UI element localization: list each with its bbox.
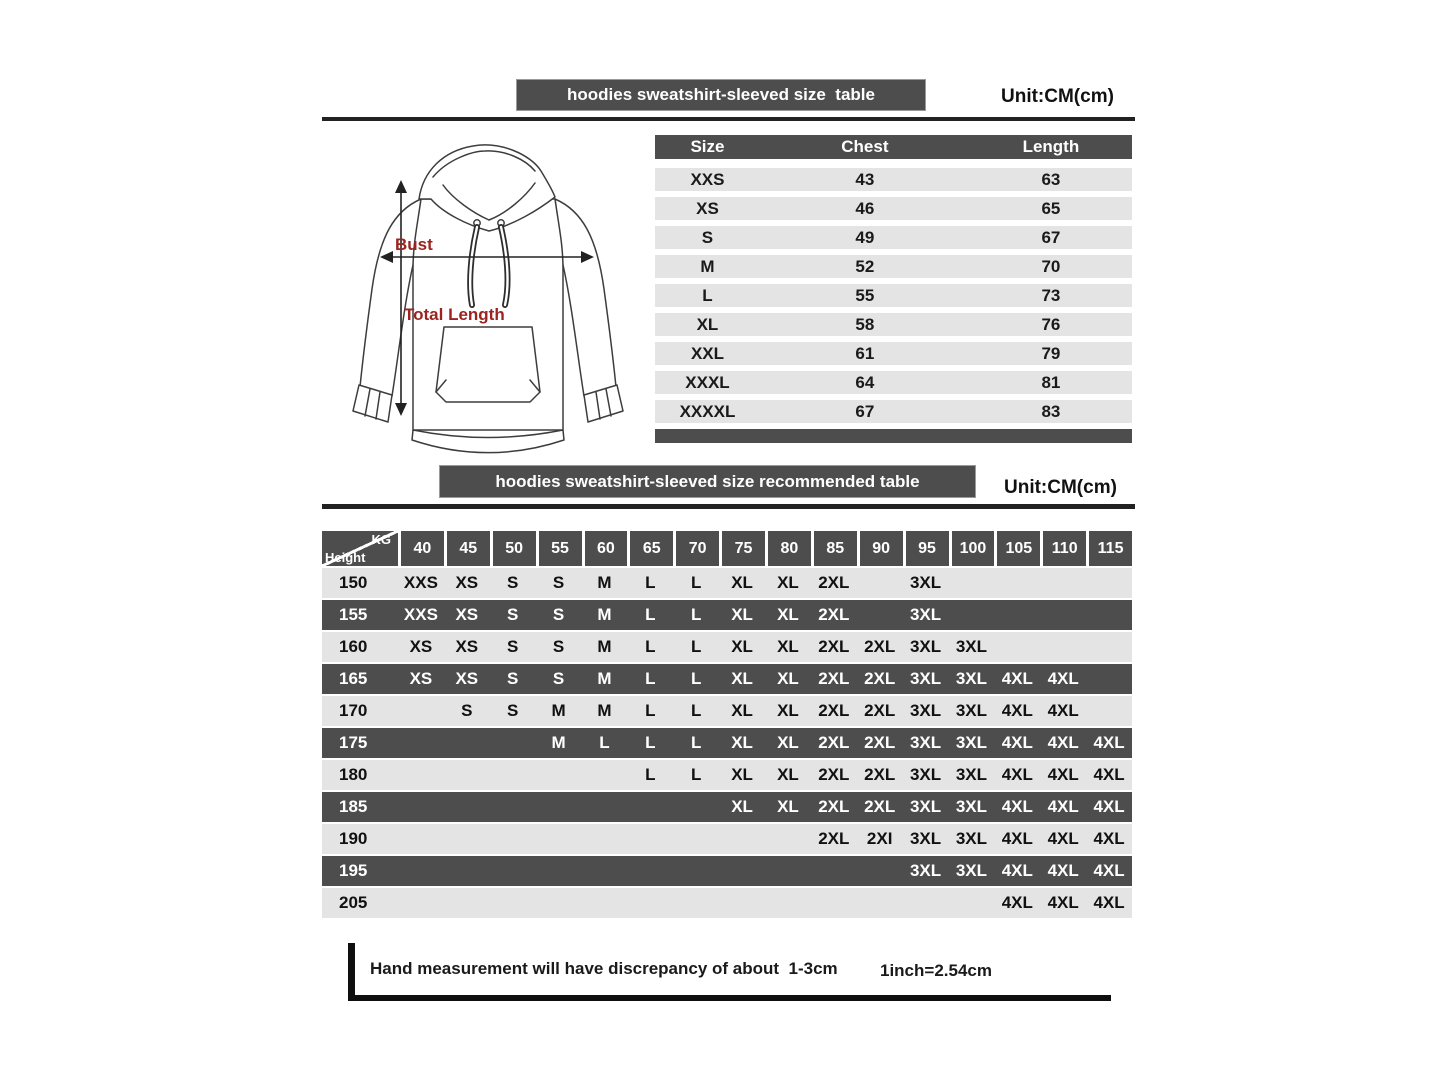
size-recommendation-cell — [490, 760, 536, 790]
size-recommendation-cell: XL — [731, 797, 753, 816]
size-recommendation-cell — [1040, 632, 1086, 662]
weight-column-header: 105 — [994, 531, 1040, 568]
size-recommendation-cell — [536, 824, 582, 854]
size-table-cell: L — [702, 286, 713, 305]
size-recommendation-cell — [444, 760, 490, 790]
size-recommendation-cell: S — [507, 573, 519, 592]
size-recommendation-cell: L — [645, 701, 656, 720]
size-recommendation-cell: 2XL — [818, 765, 850, 784]
size-recommendation-cell: XL — [731, 573, 753, 592]
unit-label-1: Unit:CM(cm) — [1001, 86, 1114, 107]
size-recommendation-cell: XL — [777, 573, 799, 592]
size-recommendation-cell — [1040, 568, 1086, 598]
size-recommendation-cell: L — [690, 637, 702, 656]
size-recommendation-cell: 4XL — [1001, 733, 1033, 752]
size-recommendation-cell — [398, 792, 444, 822]
size-recommendation-cell — [490, 728, 536, 758]
size-table-cell: 81 — [1041, 373, 1061, 392]
size-table-cell: 67 — [855, 402, 875, 421]
corner-height-label: Height — [325, 550, 366, 565]
size-recommendation-cell — [582, 888, 628, 918]
size-recommendation-cell: M — [597, 637, 612, 656]
size-recommendation-cell — [719, 888, 765, 918]
hoodie-measurement-diagram — [333, 137, 643, 462]
size-recommendation-cell: M — [551, 701, 566, 720]
size-table-cell: XS — [696, 199, 719, 218]
size-recommendation-cell: L — [645, 637, 656, 656]
height-row-label: 160 — [339, 637, 368, 656]
weight-column-header: 45 — [444, 531, 490, 568]
size-recommendation-cell: S — [552, 669, 565, 688]
size-table-cell: XXXXL — [679, 402, 736, 421]
size-recommendation-cell: S — [552, 573, 565, 592]
size-recommendation-cell: 2XL — [864, 701, 896, 720]
size-recommendation-cell: L — [690, 573, 702, 592]
size-recommendation-cell: 2XL — [864, 669, 896, 688]
size-recommendation-cell: XL — [777, 637, 799, 656]
size-recommendation-cell — [1040, 600, 1086, 630]
size-recommendation-cell — [490, 888, 536, 918]
size-recommendation-cell: 4XL — [1047, 861, 1079, 880]
size-table-cell: 46 — [855, 199, 875, 218]
size-recommendation-cell: 4XL — [1001, 829, 1033, 848]
size-table-cell: 70 — [1041, 257, 1061, 276]
height-row-label: 165 — [339, 669, 368, 688]
height-row-label: 155 — [339, 605, 368, 624]
size-recommendation-cell — [857, 600, 903, 630]
size-recommendation-cell: XL — [731, 765, 753, 784]
size-recommendation-cell: 3XL — [909, 733, 942, 752]
size-recommendation-cell: 2XL — [818, 701, 850, 720]
size-recommendation-cell — [673, 824, 719, 854]
size-table-title-bar — [517, 80, 925, 110]
size-recommendation-cell: 3XL — [955, 669, 988, 688]
size-recommendation-cell: 3XL — [909, 573, 942, 592]
size-table-row — [655, 284, 1132, 307]
size-table-row — [655, 371, 1132, 394]
size-recommendation-cell: XL — [777, 797, 799, 816]
size-table-cell: XL — [696, 315, 719, 334]
size-table-title: hoodies sweatshirt-sleeved size table — [566, 85, 875, 104]
size-recommendation-cell: 3XL — [909, 701, 942, 720]
size-table-row — [655, 313, 1132, 336]
weight-column-header: 70 — [673, 531, 719, 568]
size-recommendation-cell — [1086, 568, 1132, 598]
size-table-col-header: Length — [1022, 137, 1080, 156]
divider-middle — [322, 504, 1135, 509]
size-recommendation-cell — [536, 856, 582, 886]
size-recommendation-cell — [765, 888, 811, 918]
size-recommendation-cell: XXS — [403, 573, 438, 592]
size-recommendation-cell: 4XL — [1001, 669, 1033, 688]
weight-column-header: 55 — [536, 531, 582, 568]
size-recommendation-cell: XS — [455, 573, 479, 592]
size-recommendation-cell: 4XL — [1047, 797, 1079, 816]
size-recommendation-cell: 4XL — [1047, 669, 1079, 688]
size-recommendation-cell: S — [461, 701, 473, 720]
size-table-cell: S — [701, 228, 714, 247]
size-recommendation-cell: 2XL — [864, 637, 896, 656]
recommended-table-row — [322, 728, 1132, 760]
size-recommendation-cell: L — [690, 669, 702, 688]
size-recommendation-cell — [765, 856, 811, 886]
divider-top — [322, 117, 1135, 121]
size-recommendation-cell: XL — [731, 605, 753, 624]
size-recommendation-cell: M — [597, 701, 612, 720]
weight-column-header: 115 — [1086, 531, 1132, 568]
size-recommendation-cell: L — [690, 701, 702, 720]
recommended-table-title-bar — [440, 466, 975, 497]
recommended-table-row — [322, 824, 1132, 856]
size-recommendation-cell: 2XL — [864, 797, 896, 816]
weight-column-header: 110 — [1040, 531, 1086, 568]
size-recommendation-cell: S — [507, 637, 519, 656]
size-recommendation-cell — [994, 568, 1040, 598]
size-recommendation-cell: S — [507, 701, 519, 720]
size-recommendation-cell: S — [552, 605, 565, 624]
size-recommendation-cell: 3XL — [909, 765, 942, 784]
height-row-label: 205 — [339, 893, 368, 912]
size-recommendation-cell: 4XL — [1093, 765, 1125, 784]
size-recommendation-cell — [536, 792, 582, 822]
size-table-footer-bar — [655, 429, 1132, 443]
size-recommendation-cell — [857, 568, 903, 598]
size-recommendation-cell: L — [599, 733, 610, 752]
weight-column-header: 60 — [582, 531, 628, 568]
size-recommendation-cell — [811, 888, 857, 918]
size-recommendation-cell — [903, 888, 949, 918]
unit-label-2: Unit:CM(cm) — [1004, 477, 1117, 498]
size-table-cell: 55 — [855, 286, 875, 305]
recommended-table-row — [322, 760, 1132, 792]
size-recommendation-cell — [444, 856, 490, 886]
weight-column-header: 75 — [719, 531, 765, 568]
size-table-row — [655, 400, 1132, 423]
size-recommendation-cell — [857, 856, 903, 886]
size-table-row — [655, 168, 1132, 191]
hoodie-hem-band — [412, 430, 564, 453]
size-recommendation-cell — [398, 888, 444, 918]
size-recommendation-cell: XL — [731, 669, 753, 688]
size-recommendation-cell: 3XL — [955, 701, 988, 720]
size-recommendation-cell — [627, 888, 673, 918]
size-recommendation-cell — [719, 824, 765, 854]
size-recommendation-cell: S — [507, 669, 519, 688]
recommended-table-row — [322, 600, 1132, 632]
size-recommendation-cell: 3XL — [955, 733, 988, 752]
size-recommendation-cell: 4XL — [1001, 701, 1033, 720]
height-row-label: 185 — [339, 797, 368, 816]
size-recommendation-cell — [1086, 632, 1132, 662]
size-recommendation-cell: XL — [777, 733, 799, 752]
size-recommendation-cell — [444, 792, 490, 822]
size-recommendation-cell: S — [507, 605, 519, 624]
size-recommendation-cell: XL — [731, 733, 753, 752]
size-recommendation-cell: L — [645, 733, 656, 752]
size-recommendation-cell — [582, 760, 628, 790]
size-table-cell: 64 — [855, 373, 875, 392]
size-recommendation-cell — [398, 696, 444, 726]
size-recommendation-cell — [949, 600, 995, 630]
size-recommendation-cell — [673, 888, 719, 918]
size-recommendation-cell: 2XL — [818, 637, 850, 656]
size-recommendation-cell: 4XL — [1001, 861, 1033, 880]
size-recommendation-cell: 3XL — [955, 829, 988, 848]
height-row-label: 170 — [339, 701, 368, 720]
size-table-cell: 49 — [855, 228, 875, 247]
size-recommendation-cell: M — [597, 669, 612, 688]
size-recommendation-cell: 2XL — [864, 733, 896, 752]
size-recommendation-cell: XXS — [403, 605, 438, 624]
size-recommendation-cell — [444, 728, 490, 758]
size-table-cell: 73 — [1041, 286, 1061, 305]
size-recommendation-cell: 3XL — [955, 797, 988, 816]
size-recommendation-cell: M — [597, 573, 612, 592]
size-table-cell: 79 — [1041, 344, 1061, 363]
size-recommendation-cell: XL — [777, 701, 799, 720]
size-recommendation-cell: 3XL — [909, 797, 942, 816]
recommended-table-row — [322, 792, 1132, 824]
size-recommendation-cell: 2XL — [818, 573, 850, 592]
total-length-arrowhead-bottom — [395, 403, 407, 416]
weight-column-header: 100 — [949, 531, 995, 568]
size-recommendation-cell: 4XL — [1093, 797, 1125, 816]
size-recommendation-cell: 2XL — [818, 605, 850, 624]
inch-conversion-note: 1inch=2.54cm — [880, 961, 992, 980]
size-recommendation-cell: 3XL — [909, 861, 942, 880]
size-table-cell: 58 — [855, 315, 875, 334]
size-recommendation-cell — [719, 856, 765, 886]
size-recommendation-cell: 2XL — [818, 733, 850, 752]
size-recommendation-cell — [490, 824, 536, 854]
size-recommendation-cell — [582, 824, 628, 854]
height-row-label: 175 — [339, 733, 368, 752]
size-recommendation-cell: 4XL — [1047, 701, 1079, 720]
size-recommendation-cell — [1086, 600, 1132, 630]
size-recommendation-cell: XS — [409, 669, 433, 688]
size-recommendation-cell — [673, 856, 719, 886]
size-recommendation-cell: XS — [409, 637, 433, 656]
size-table-col-header: Size — [690, 137, 725, 156]
size-recommendation-cell: XL — [777, 765, 799, 784]
size-table-cell: XXS — [690, 170, 725, 189]
size-table-cell: 61 — [855, 344, 875, 363]
height-row-label: 195 — [339, 861, 368, 880]
size-recommendation-cell: 3XL — [955, 637, 988, 656]
size-recommendation-cell: 4XL — [1001, 765, 1033, 784]
total-length-label: Total Length — [404, 305, 505, 324]
hoodie-left-sleeve — [360, 199, 421, 396]
weight-column-header: 40 — [398, 531, 444, 568]
size-recommendation-cell: XS — [455, 605, 479, 624]
height-row-label: 190 — [339, 829, 368, 848]
size-recommendation-cell: 2XL — [818, 797, 850, 816]
size-table-cell: XXXL — [685, 373, 730, 392]
size-recommendation-cell — [536, 760, 582, 790]
size-recommendation-cell — [627, 824, 673, 854]
size-recommendation-cell — [857, 888, 903, 918]
size-recommendation-cell: S — [552, 637, 565, 656]
size-recommendation-cell — [765, 824, 811, 854]
size-recommendation-cell — [398, 824, 444, 854]
total-length-arrowhead-top — [395, 180, 407, 193]
size-table-body — [655, 168, 1132, 423]
weight-column-header: 65 — [627, 531, 673, 568]
recommended-table-row — [322, 696, 1132, 728]
size-table — [655, 135, 1132, 443]
size-recommendation-cell: 4XL — [1047, 733, 1079, 752]
size-recommendation-cell: XL — [777, 605, 799, 624]
kg-height-corner-cell — [322, 531, 398, 568]
size-table-row — [655, 255, 1132, 278]
weight-column-header: 95 — [903, 531, 949, 568]
size-table-cell: 65 — [1041, 199, 1061, 218]
size-recommendation-cell: 4XL — [1093, 893, 1125, 912]
size-recommendation-cell: 4XL — [1047, 829, 1079, 848]
size-recommendation-cell — [994, 600, 1040, 630]
size-recommendation-cell: 4XL — [1093, 861, 1125, 880]
size-recommendation-cell: L — [690, 605, 702, 624]
size-recommendation-cell — [949, 568, 995, 598]
size-recommendation-cell: 3XL — [909, 637, 942, 656]
size-recommendation-cell: XL — [731, 701, 753, 720]
hoodie-right-sleeve — [555, 199, 616, 396]
size-recommendation-cell — [582, 856, 628, 886]
size-table-row — [655, 342, 1132, 365]
size-recommendation-cell — [1086, 696, 1132, 726]
size-recommendation-cell: 3XL — [955, 861, 988, 880]
size-recommendation-cell — [490, 792, 536, 822]
size-recommendation-cell: L — [645, 605, 656, 624]
size-recommendation-cell — [536, 888, 582, 918]
size-recommendation-cell: 4XL — [1093, 733, 1125, 752]
size-recommendation-cell — [490, 856, 536, 886]
size-recommendation-cell: 4XL — [1001, 893, 1033, 912]
size-recommendation-cell — [1086, 664, 1132, 694]
recommended-table-header-row — [322, 531, 1132, 568]
size-recommendation-cell — [811, 856, 857, 886]
recommended-table-row — [322, 664, 1132, 696]
size-recommendation-cell: 3XL — [909, 829, 942, 848]
recommended-table-row — [322, 568, 1132, 600]
size-recommendation-cell — [627, 856, 673, 886]
recommended-size-matrix — [322, 531, 1132, 920]
size-recommendation-cell — [398, 856, 444, 886]
size-table-cell: 63 — [1041, 170, 1061, 189]
size-table-cell: XXL — [690, 344, 724, 363]
size-recommendation-cell — [627, 792, 673, 822]
weight-column-header: 80 — [765, 531, 811, 568]
recommended-table-row — [322, 888, 1132, 920]
size-recommendation-cell — [949, 888, 995, 918]
recommended-table-title: hoodies sweatshirt-sleeved size recommended table — [495, 472, 920, 491]
recommended-table-row — [322, 632, 1132, 664]
corner-kg-label: KG — [371, 532, 391, 547]
size-table-cell: 76 — [1041, 315, 1061, 334]
size-recommendation-cell: 3XL — [955, 765, 988, 784]
bust-label: Bust — [395, 235, 433, 254]
recommended-table-row — [322, 856, 1132, 888]
size-recommendation-cell: L — [645, 573, 656, 592]
size-table-cell: 52 — [855, 257, 875, 276]
size-table-header-row — [655, 135, 1132, 159]
size-recommendation-cell: L — [645, 669, 656, 688]
size-table-row — [655, 197, 1132, 220]
size-recommendation-cell: 4XL — [1047, 893, 1079, 912]
size-recommendation-cell: 4XL — [1001, 797, 1033, 816]
weight-column-header: 90 — [857, 531, 903, 568]
size-recommendation-cell: M — [597, 605, 612, 624]
height-row-label: 180 — [339, 765, 368, 784]
size-recommendation-cell: 2XI — [866, 829, 893, 848]
size-table-cell: 83 — [1041, 402, 1061, 421]
size-recommendation-cell: 2XL — [818, 669, 850, 688]
hoodie-pocket — [436, 327, 540, 402]
size-recommendation-cell: L — [645, 765, 656, 784]
size-recommendation-cell: 3XL — [909, 605, 942, 624]
size-table-cell: 67 — [1041, 228, 1061, 247]
size-recommendation-cell — [994, 632, 1040, 662]
size-recommendation-cell: XL — [777, 669, 799, 688]
size-recommendation-cell: XS — [455, 637, 479, 656]
size-recommendation-cell: XL — [731, 637, 753, 656]
size-recommendation-cell — [444, 888, 490, 918]
size-recommendation-cell: 4XL — [1047, 765, 1079, 784]
size-recommendation-cell: XS — [455, 669, 479, 688]
measurement-note: Hand measurement will have discrepancy of about 1-3cm — [370, 959, 838, 978]
height-row-label: 150 — [339, 573, 368, 592]
size-recommendation-cell: 2XL — [864, 765, 896, 784]
size-table-cell: 43 — [855, 170, 875, 189]
footer-left-bar — [348, 943, 355, 1001]
size-recommendation-cell — [398, 728, 444, 758]
size-recommendation-cell — [444, 824, 490, 854]
size-table-cell: M — [700, 257, 715, 276]
size-recommendation-cell: 3XL — [909, 669, 942, 688]
size-recommendation-cell: M — [551, 733, 566, 752]
weight-column-header: 50 — [490, 531, 536, 568]
size-recommendation-cell — [398, 760, 444, 790]
size-recommendation-cell: 4XL — [1093, 829, 1125, 848]
size-recommendation-cell — [673, 792, 719, 822]
footer-bottom-line — [348, 995, 1111, 1001]
size-recommendation-cell: L — [690, 765, 702, 784]
weight-column-header: 85 — [811, 531, 857, 568]
size-table-col-header: Chest — [841, 137, 889, 156]
size-table-row — [655, 226, 1132, 249]
size-recommendation-cell: L — [690, 733, 702, 752]
size-recommendation-cell — [582, 792, 628, 822]
size-recommendation-cell: 2XL — [818, 829, 850, 848]
